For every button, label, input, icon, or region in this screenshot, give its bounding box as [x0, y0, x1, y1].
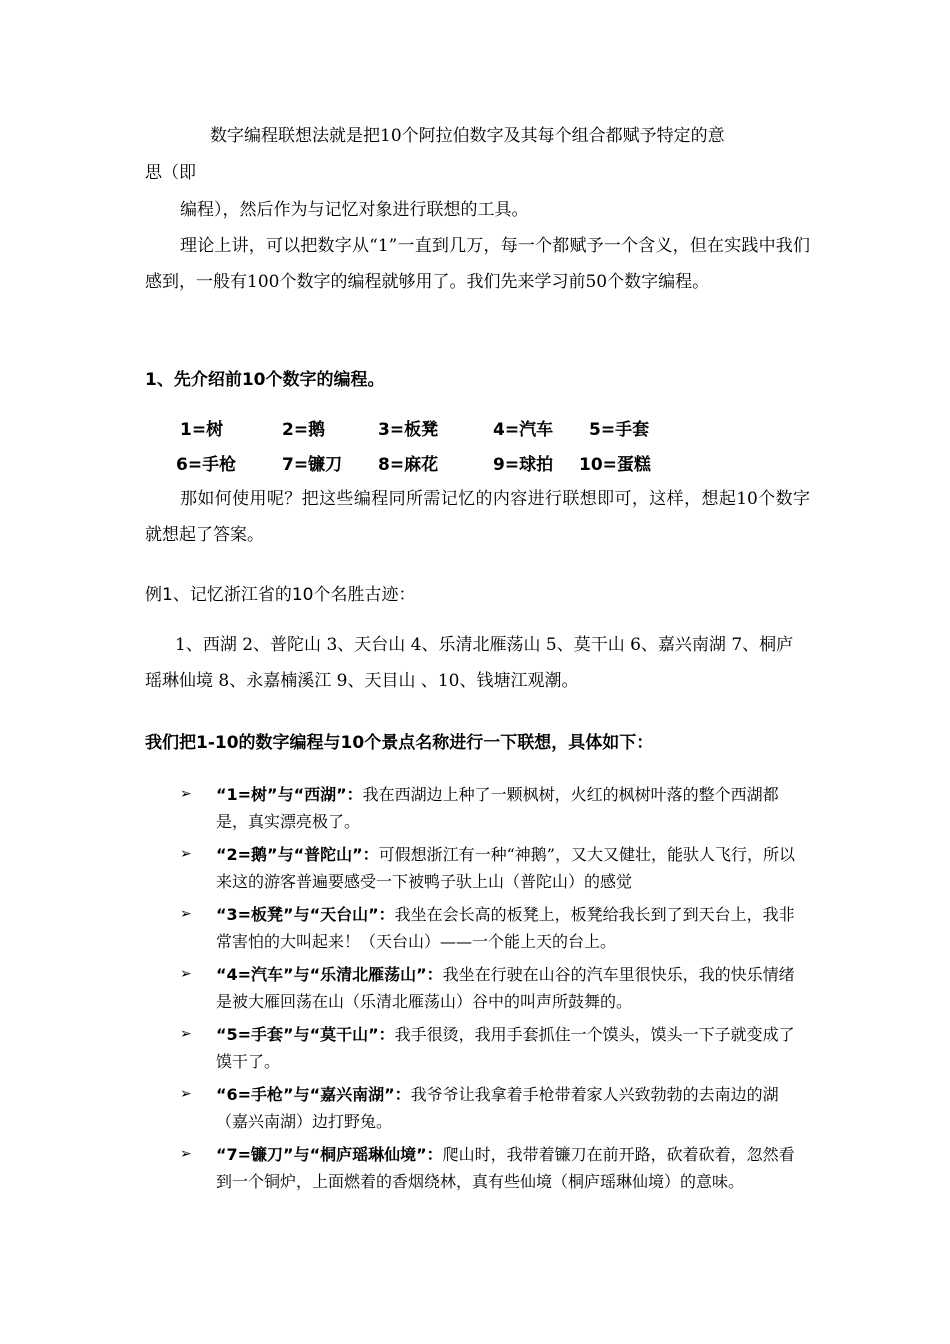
item-text: 我在西湖边上种了一颗枫树，火红的枫树叶落的整个西湖都是，真实漂亮极了。	[216, 785, 779, 831]
arrowhead-bullet-icon: ➢	[180, 1086, 192, 1102]
item-key: “3=板凳”与“天台山”：	[216, 905, 395, 924]
item-text: 爬山时，我带着镰刀在前开路，砍着砍着，忽然看到一个铜炉，上面燃着的香烟绕林，真有些仙境（桐庐瑶琳仙境）的意味。	[216, 1145, 795, 1191]
list-item	[180, 901, 810, 955]
list-item	[180, 1021, 810, 1075]
association-heading: 我们把1-10的数字编程与10个景点名称进行一下联想，具体如下：	[145, 733, 654, 753]
mapping-item: 1=树	[180, 420, 224, 440]
arrowhead-bullet-icon: ➢	[180, 906, 192, 922]
item-key: “7=镰刀”与“桐庐瑶琳仙境”：	[216, 1145, 443, 1164]
mapping-item: 6=手枪	[176, 455, 237, 475]
mapping-item: 3=板凳	[378, 420, 439, 440]
arrowhead-bullet-icon: ➢	[180, 966, 192, 982]
item-key: “4=汽车”与“乐清北雁荡山”：	[216, 965, 443, 984]
item-text: 我手很烫，我用手套抓住一个馍头，馍头一下子就变成了馍干了。	[216, 1025, 795, 1071]
example-heading: 例1、记忆浙江省的10个名胜古迹：	[145, 585, 416, 605]
scenic-spots-paragraph: 1、西湖 2、普陀山 3、天台山 4、乐清北雁荡山 5、莫干山 6、嘉兴南湖 7、桐庐瑶琳仙境 8、永嘉楠溪江 9、天目山 、10、钱塘江观潮。	[145, 635, 794, 691]
mapping-item: 5=手套	[589, 420, 650, 440]
section-heading-1: 1、先介绍前10个数字的编程。	[145, 370, 385, 390]
mapping-item: 7=镰刀	[282, 455, 343, 475]
mapping-item: 2=鹅	[282, 420, 326, 440]
arrowhead-bullet-icon: ➢	[180, 1026, 192, 1042]
item-key: “5=手套”与“莫干山”：	[216, 1025, 395, 1044]
item-key: “2=鹅”与“普陀山”：	[216, 845, 379, 864]
item-text: 可假想浙江有一种“神鹅”，又大又健壮，能驮人飞行，所以来这的游客普遍要感受一下被鸭子驮上山（普陀山）的感觉	[216, 845, 795, 891]
item-text: 我爷爷让我拿着手枪带着家人兴致勃勃的去南边的湖（嘉兴南湖）边打野兔。	[216, 1085, 779, 1131]
item-key: “6=手枪”与“嘉兴南湖”：	[216, 1085, 411, 1104]
association-list	[180, 781, 810, 1201]
list-item	[180, 781, 810, 835]
list-item	[180, 1141, 810, 1195]
intro-line-2: 思（即	[145, 163, 196, 183]
theory-paragraph: 理论上讲，可以把数字从“1”一直到几万，每一个都赋予一个含义，但在实践中我们感到，一般有100个数字的编程就够用了。我们先来学习前50个数字编程。	[145, 236, 810, 292]
item-key: “1=树”与“西湖”：	[216, 785, 363, 804]
arrowhead-bullet-icon: ➢	[180, 1146, 192, 1162]
list-item	[180, 841, 810, 895]
item-text: 我坐在会长高的板凳上，板凳给我长到了到天台上，我非常害怕的大叫起来！（天台山）——一个能上天的台上。	[216, 905, 795, 951]
mapping-item: 9=球拍	[493, 455, 554, 475]
usage-paragraph: 那如何使用呢？把这些编程同所需记忆的内容进行联想即可，这样，想起10个数字就想起了答案。	[145, 489, 810, 545]
arrowhead-bullet-icon: ➢	[180, 786, 192, 802]
mapping-item: 4=汽车	[493, 420, 554, 440]
mapping-item: 10=蛋糕	[579, 455, 651, 475]
mapping-item: 8=麻花	[378, 455, 439, 475]
intro-line-3: 编程），然后作为与记忆对象进行联想的工具。	[180, 200, 529, 220]
list-item	[180, 961, 810, 1015]
item-text: 我坐在行驶在山谷的汽车里很快乐，我的快乐情绪是被大雁回荡在山（乐清北雁荡山）谷中的叫声所鼓舞的。	[216, 965, 795, 1011]
arrowhead-bullet-icon: ➢	[180, 846, 192, 862]
intro-line-1: 数字编程联想法就是把10个阿拉伯数字及其每个组合都赋予特定的意	[210, 126, 725, 146]
list-item	[180, 1081, 810, 1135]
